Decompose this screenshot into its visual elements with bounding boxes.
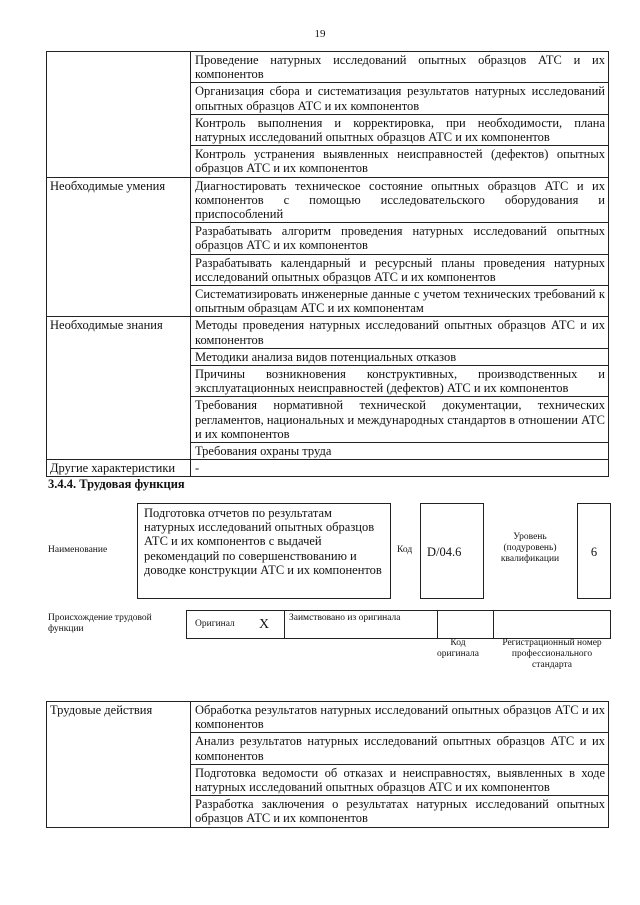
- name-box: [137, 503, 391, 599]
- page-number: 19: [314, 28, 326, 40]
- row-label: Другие характеристики: [47, 460, 191, 477]
- actions-table: [46, 701, 609, 828]
- row-value: -: [191, 460, 609, 477]
- table-row: [47, 52, 609, 83]
- level-label: Уровень (подуровень) квалификации: [500, 532, 560, 564]
- row-value: Проведение натурных исследований опытных образцов АТС и их компонентов: [191, 52, 609, 83]
- row-value: Требования охраны труда: [191, 443, 609, 460]
- row-value: Контроль выполнения и корректировка, при необходимости, плана натурных исследований опытных образцов АТС и их компонентов: [191, 114, 609, 145]
- table-row: [47, 317, 609, 348]
- reg-number-caption: Регистрационный номер профессионального стандарта: [502, 638, 602, 670]
- level-box: [577, 503, 611, 599]
- section-heading: 3.4.4. Трудовая функция: [48, 477, 185, 491]
- row-value: Организация сбора и систематизация результатов натурных исследований опытных образцов АТС и их компонентов: [191, 83, 609, 114]
- code-box: [420, 503, 484, 599]
- table-row: [47, 177, 609, 223]
- borrowed-label: Заимствовано из оригинала: [289, 613, 401, 623]
- function-name: Подготовка отчетов по результатам натурных исследований опытных образцов АТС и их компонентов с выдачей рекомендаций по совершенствованию и доводке конструкции АТС и их компонентов: [144, 506, 382, 577]
- table-row: [47, 702, 609, 733]
- table-row: [47, 460, 609, 477]
- row-value: Систематизировать инженерные данные с учетом технических требований к опытным образцам АТС и их компонентам: [191, 286, 609, 317]
- row-value: Анализ результатов натурных исследований опытных образцов АТС и их компонентов: [191, 733, 609, 764]
- row-value: Методы проведения натурных исследований опытных образцов АТС и их компонентов: [191, 317, 609, 348]
- original-mark: X: [259, 617, 270, 632]
- row-value: Диагностировать техническое состояние опытных образцов АТС и их компонентов с помощью исследовательского оборудования и приспособлений: [191, 177, 609, 223]
- code-value: D/04.6: [427, 545, 462, 559]
- row-value: Подготовка ведомости об отказах и неисправностях, выявленных в ходе натурных исследований опытных образцов АТС и их компонентов: [191, 764, 609, 795]
- code-label: Код: [397, 545, 413, 555]
- name-label: Наименование: [48, 545, 108, 555]
- code-original-caption: Код оригинала: [437, 638, 479, 659]
- row-label: [47, 52, 191, 178]
- row-label: Трудовые действия: [47, 702, 191, 828]
- origin-box: [186, 610, 611, 639]
- row-value: Обработка результатов натурных исследований опытных образцов АТС и их компонентов: [191, 702, 609, 733]
- level-value: 6: [590, 545, 598, 559]
- row-value: Разрабатывать календарный и ресурсный планы проведения натурных исследований опытных образцов АТС и их компонентов: [191, 254, 609, 285]
- row-value: Контроль устранения выявленных неисправностей (дефектов) опытных образцов АТС и их компонентов: [191, 146, 609, 177]
- row-value: Причины возникновения конструктивных, производственных и эксплуатационных неисправностей (дефектов) АТС и их компонентов: [191, 366, 609, 397]
- original-label: Оригинал: [195, 619, 235, 629]
- row-value: Требования нормативной технической документации, технических регламентов, национальных и международных стандартов в отношении АТС и их компонентов: [191, 397, 609, 443]
- origin-label: Происхождение трудовой функции: [48, 613, 152, 634]
- requirements-table: [46, 51, 609, 477]
- row-value: Разработка заключения о результатах натурных исследований опытных образцов АТС и их компонентов: [191, 796, 609, 827]
- row-label: Необходимые знания: [47, 317, 191, 460]
- row-label: Необходимые умения: [47, 177, 191, 317]
- row-value: Методики анализа видов потенциальных отказов: [191, 348, 609, 365]
- row-value: Разрабатывать алгоритм проведения натурных исследований опытных образцов АТС и их компонентов: [191, 223, 609, 254]
